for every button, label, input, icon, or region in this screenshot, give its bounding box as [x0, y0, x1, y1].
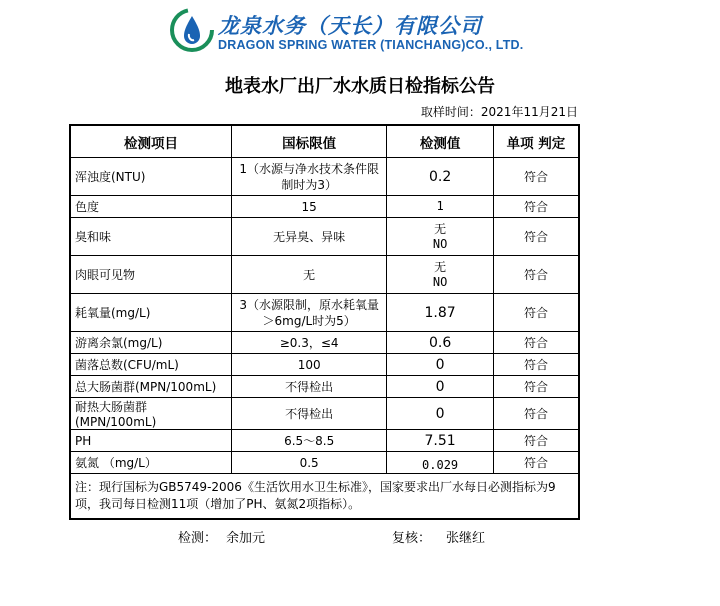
brand-chinese-name: 龙泉水务（天长）有限公司 [218, 13, 482, 38]
row-judge: 符合 [493, 196, 579, 218]
row-value: 0.029 [387, 452, 494, 474]
row-value-cn: 无 [434, 259, 447, 274]
row-item: 总大肠菌群(MPN/100mL) [70, 376, 232, 398]
row-judge: 符合 [493, 376, 579, 398]
row-value [387, 256, 494, 294]
row-item: 菌落总数(CFU/mL) [70, 354, 232, 376]
row-value: 1 [387, 196, 494, 218]
row-judge: 符合 [493, 354, 579, 376]
row-limit: 6.5～8.5 [232, 430, 387, 452]
row-judge: 符合 [493, 158, 579, 196]
row-item: 浑浊度(NTU) [70, 158, 232, 196]
table-row [70, 218, 579, 256]
row-judge: 符合 [493, 294, 579, 332]
row-limit: 无异臭、异味 [232, 218, 387, 256]
table-row [70, 158, 579, 196]
header-limit: 国标限值 [232, 125, 387, 158]
row-limit: 0.5 [232, 452, 387, 474]
row-value: 0 [387, 354, 494, 376]
row-item: 耗氧量(mg/L) [70, 294, 232, 332]
row-value-en: NO [432, 236, 448, 251]
row-limit: 100 [232, 354, 387, 376]
row-judge: 符合 [493, 398, 579, 430]
table-row [70, 332, 579, 354]
row-value: 1.87 [387, 294, 494, 332]
row-limit: 1（水源与净水技术条件限制时为3） [232, 158, 387, 196]
table-row [70, 196, 579, 218]
row-value: 0 [387, 376, 494, 398]
row-value: 7.51 [387, 430, 494, 452]
table-row [70, 354, 579, 376]
row-item: 色度 [70, 196, 232, 218]
row-item: 耐热大肠菌群(MPN/100mL) [70, 398, 232, 430]
table-row [70, 430, 579, 452]
row-limit: 不得检出 [232, 398, 387, 430]
table-note: 注：现行国标为GB5749-2006《生活饮用水卫生标准》，国家要求出厂水每日必测指标为9项，我司每日检测11项（增加了PH、氨氮2项指标）。 [70, 474, 579, 520]
table-row [70, 256, 579, 294]
row-value: 0 [387, 398, 494, 430]
table-row [70, 376, 579, 398]
row-value [387, 218, 494, 256]
row-limit: 不得检出 [232, 376, 387, 398]
row-limit: 无 [232, 256, 387, 294]
row-value-en: NO [432, 274, 448, 289]
row-limit: 3（水源限制，原水耗氧量＞6mg/L时为5） [232, 294, 387, 332]
inspector-label: 检测： [178, 531, 218, 546]
table-row [70, 398, 579, 430]
reviewer-label: 复核： [392, 531, 432, 546]
brand-english-name: DRAGON SPRING WATER (TIANCHANG)CO., LTD. [218, 38, 524, 52]
row-judge: 符合 [493, 218, 579, 256]
row-limit: ≥0.3，≤4 [232, 332, 387, 354]
row-value-cn: 无 [434, 221, 447, 236]
row-value: 0.2 [387, 158, 494, 196]
row-item: PH [70, 430, 232, 452]
water-drop-logo-icon [170, 8, 214, 52]
row-limit: 15 [232, 196, 387, 218]
header-judge: 单项 判定 [493, 125, 579, 158]
row-item: 游离余氯(mg/L) [70, 332, 232, 354]
header-value: 检测值 [387, 125, 494, 158]
row-judge: 符合 [493, 452, 579, 474]
row-judge: 符合 [493, 430, 579, 452]
reviewer-name: 张继红 [446, 531, 486, 546]
sampling-time: 取样时间：2021年11月21日 [420, 105, 578, 119]
row-value: 0.6 [387, 332, 494, 354]
water-quality-table [69, 124, 580, 520]
row-item: 臭和味 [70, 218, 232, 256]
table-header-row [70, 125, 579, 158]
page-title: 地表水厂出厂水水质日检指标公告 [225, 76, 495, 97]
note-row [70, 474, 579, 520]
inspector-name: 余加元 [226, 531, 266, 546]
row-item: 氨氮 （mg/L） [70, 452, 232, 474]
header-item: 检测项目 [70, 125, 232, 158]
table-row [70, 294, 579, 332]
row-item: 肉眼可见物 [70, 256, 232, 294]
row-judge: 符合 [493, 332, 579, 354]
row-judge: 符合 [493, 256, 579, 294]
table-row [70, 452, 579, 474]
